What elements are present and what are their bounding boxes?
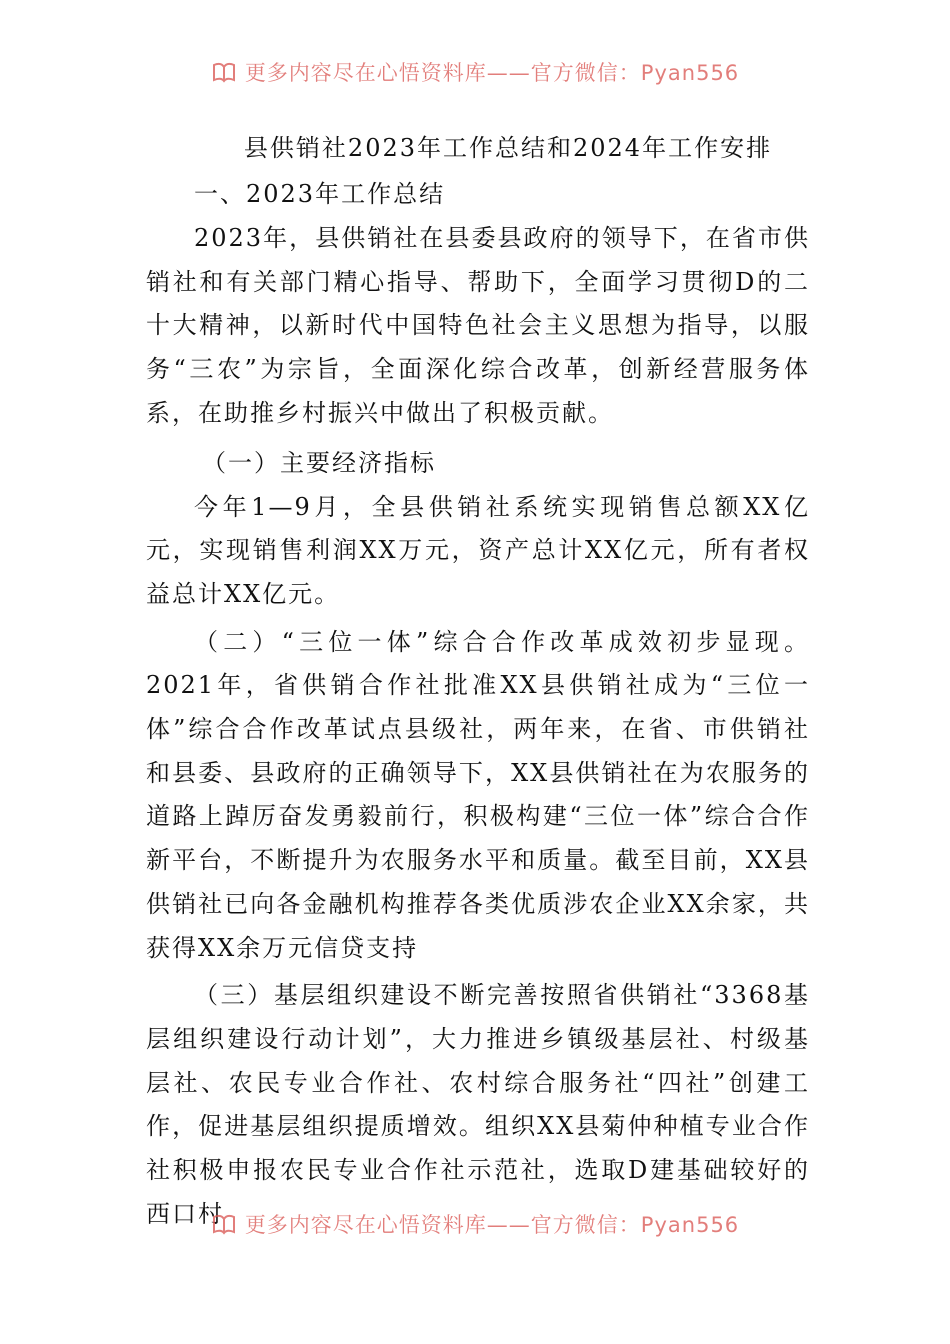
watermark-banner-top [0,52,950,92]
document-title: 县供销社2023年工作总结和2024年工作安排 [243,134,773,162]
watermark-text: 更多内容尽在心悟资料库——官方微信：Pyan556 [244,1213,740,1237]
intro-paragraph: 2023年，县供销社在县委县政府的领导下，在省市供销社和有关部门精心指导、帮助下，全面学习贯彻D的二十大精神，以新时代中国特色社会主义思想为指导，以服务“三农”为宗旨，全面深化综合改革，创新经营服务体系，在助推乡村振兴中做出了积极贡献。 [146,224,810,427]
reform-paragraph: （二）“三位一体”综合合作改革成效初步显现。2021年，省供销合作社批准XX县供销社成为“三位一体”综合合作改革试点县级社，两年来，在省、市供销社和县委、县政府的正确领导下，XX县供销社在为农服务的道路上踔厉奋发勇毅前行，积极构建“三位一体”综合合作新平台，不断提升为农服务水平和质量。截至目前，XX县供销社已向各金融机构推荐各类优质涉农企业XX余家，共获得XX余万元信贷支持 [146,627,810,962]
document-body [146,125,810,1236]
section-heading: 一、2023年工作总结 [194,180,446,208]
watermark-text: 更多内容尽在心悟资料库——官方微信：Pyan556 [244,61,740,85]
subsection-title: （一）主要经济指标 [202,448,436,477]
watermark-banner-bottom [0,1204,950,1244]
economic-indicators-paragraph: 今年1—9月，全县供销社系统实现销售总额XX亿元，实现销售利润XX万元，资产总计XX亿元，所有者权益总计XX亿元。 [146,492,810,608]
grassroots-paragraph: （三）基层组织建设不断完善按照省供销社“3368基层组织建设行动计划”，大力推进乡镇级基层社、村级基层社、农民专业合作社、农村综合服务社“四社”创建工作，促进基层组织提质增效。组织XX县菊仲种植专业合作社积极申报农民专业合作社示范社，选取D建基础较好的西口村 [146,981,810,1228]
book-logo-icon [211,59,237,85]
book-logo-icon [211,1211,237,1237]
